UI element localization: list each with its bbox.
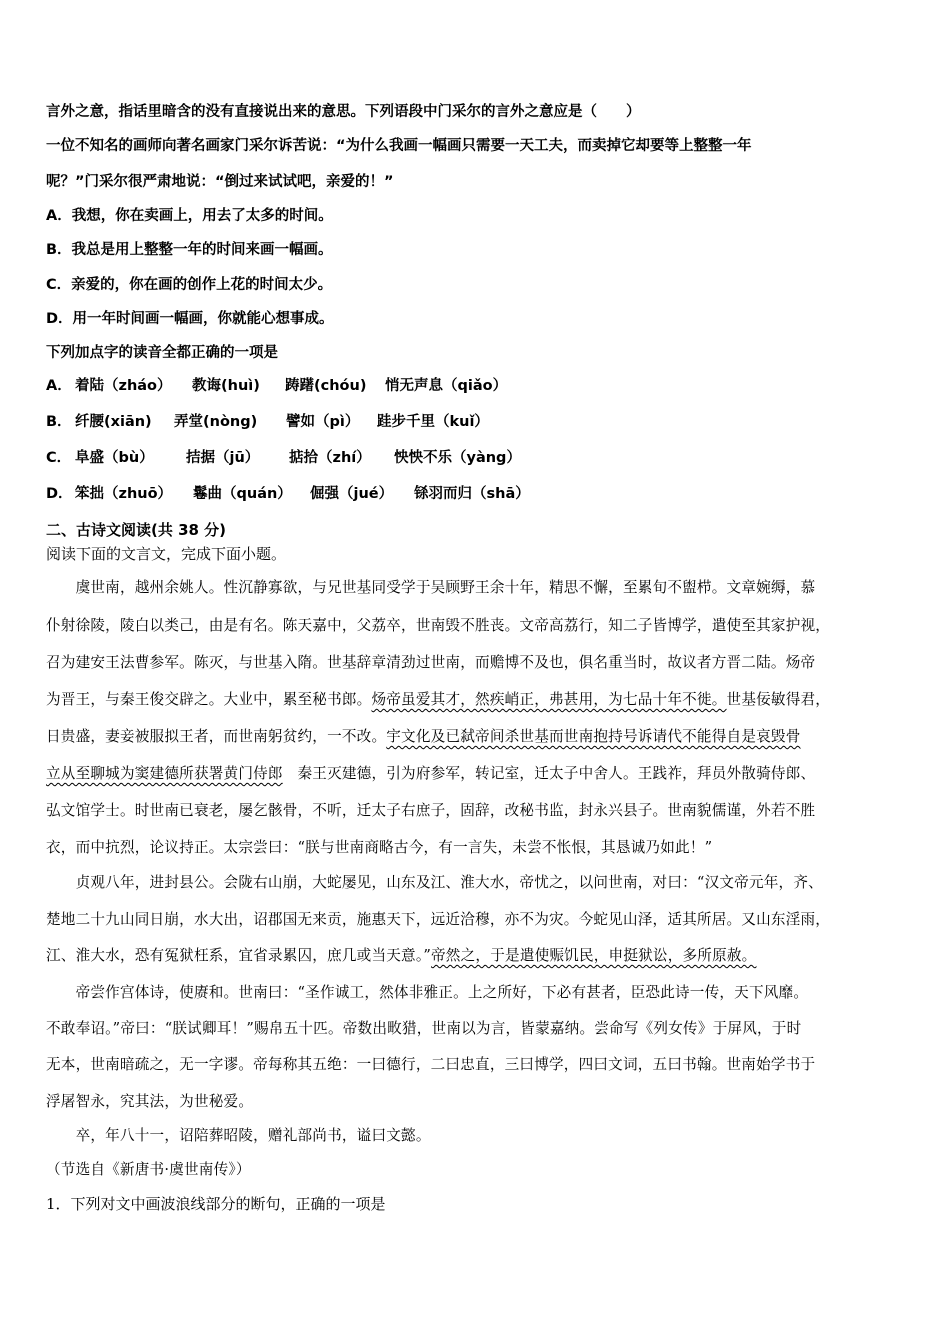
passage-text: 世基佞敏得君， <box>726 691 831 708</box>
passage-line <box>46 946 756 966</box>
passage-line: 无本，世南暗疏之，无一字谬。帝每称其五绝：一曰德行，二曰忠直，三曰博学，四曰文词，五曰书翰。世南始学书于 <box>46 1056 816 1073</box>
option-item: 怏怏不乐（yàng） <box>394 450 521 466</box>
passage-line: 衣，而中抗烈，论议持正。太宗尝曰：“朕与世南商略古今，有一言失，未尝不怅恨，其恳诚乃如此！” <box>46 839 713 856</box>
option-item: 鬈曲（quán） <box>193 486 292 502</box>
passage-line <box>46 764 815 784</box>
option-item: 纤腰(xiān) <box>75 414 152 430</box>
passage-text: 江、淮大水，恐有冤狱枉系，宜省录累囚，庶几或当天意。” <box>46 947 432 964</box>
passage-line: 召为建安王法曹参军。陈灭，与世基入隋。世基辞章清劲过世南，而赡博不及也，俱名重当时，故议者方晋二陆。炀帝 <box>46 654 816 671</box>
passage-line <box>46 727 801 747</box>
idiom-option-a: A．我想，你在卖画上，用去了太多的时间。 <box>46 208 333 224</box>
idiom-passage-line-1: 一位不知名的画师向著名画家门采尔诉苦说：“为什么我画一幅画只需要一天工夫，而卖掉它却要等上整整一年 <box>46 138 752 154</box>
passage-text: 为晋王，与秦王俊交辟之。大业中，累至秘书郎。 <box>46 691 372 708</box>
option-label: C． <box>46 450 72 466</box>
option-item: 弄堂(nòng) <box>174 414 258 430</box>
passage-line: 楚地二十九山同日崩，水大出，诏郡国无来贡，施惠天下，远近洽穆，亦不为灾。今蛇见山泽，适其所居。又山东淫雨， <box>46 911 831 928</box>
option-label: B． <box>46 414 72 430</box>
question-1-stem: 1．下列对文中画波浪线部分的断句，正确的一项是 <box>46 1195 386 1213</box>
underlined-sentence: 帝然之，于是遣使赈饥民，申挺狱讼，多所原赦。 <box>431 947 757 964</box>
option-item: 譬如（pì） <box>286 414 360 430</box>
pinyin-option-b <box>46 412 489 432</box>
idiom-option-d: D．用一年时间画一幅画，你就能心想事成。 <box>46 311 334 327</box>
passage-line: 贞观八年，进封县公。会陇右山崩，大蛇屡见，山东及江、淮大水，帝忧之，以问世南，对曰：“汉文帝元年，齐、 <box>46 874 823 891</box>
wavy-underlined-passage: 立从至聊城为窦建德所获署黄门侍郎 <box>46 765 283 782</box>
option-item: 笨拙（zhuō） <box>75 486 173 502</box>
idiom-question-stem: 言外之意，指话里暗含的没有直接说出来的意思。下列语段中门采尔的言外之意应是（ ） <box>46 104 641 120</box>
option-label: D． <box>46 486 73 502</box>
passage-line: 虞世南，越州余姚人。性沉静寡欲，与兄世基同受学于吴顾野王余十年，精思不懈，至累旬不盥栉。文章婉缛，慕 <box>46 579 816 596</box>
option-item: 拮据（jū） <box>186 450 260 466</box>
pinyin-option-c <box>46 448 521 468</box>
passage-text: 日贵盛，妻妾被服拟王者，而世南躬贫约，一不改。 <box>46 728 387 745</box>
option-label: A． <box>46 378 72 394</box>
passage-line <box>46 690 830 710</box>
option-item: 倔强（jué） <box>310 486 394 502</box>
passage-line: 卒，年八十一，诏陪葬昭陵，赠礼部尚书，谥曰文懿。 <box>46 1127 431 1144</box>
reading-instruction: 阅读下面的文言文，完成下面小题。 <box>46 545 287 563</box>
passage-line: 帝尝作宫体诗，使赓和。世南曰：“圣作诚工，然体非雅正。上之所好，下必有甚者，臣恐此诗一传，天下风靡。 <box>46 984 809 1001</box>
section-heading: 二、古诗文阅读(共 38 分) <box>46 521 227 539</box>
idiom-option-c: C．亲爱的，你在画的创作上花的时间太少。 <box>46 277 333 293</box>
option-item: 铩羽而归（shā） <box>414 486 530 502</box>
pinyin-option-a <box>46 376 507 396</box>
wavy-underlined-passage: 宇文化及已弑帝间杀世基而世南抱持号诉请代不能得自是哀毁骨 <box>386 728 801 745</box>
option-item: 教诲(huì) <box>192 378 260 394</box>
passage-line: 不敢奉诏。”帝曰：“朕试卿耳！”赐帛五十匹。帝数出畋猎，世南以为言，皆蒙嘉纳。尝命写《列女传》于屏风，于时 <box>46 1020 802 1037</box>
option-item: 阜盛（bù） <box>75 450 154 466</box>
source-citation: （节选自《新唐书·虞世南传》） <box>46 1161 251 1178</box>
option-item: 悄无声息（qiǎo） <box>385 378 508 394</box>
option-item: 掂拾（zhí） <box>289 450 371 466</box>
idiom-passage-line-2: 呢？”门采尔很严肃地说：“倒过来试试吧，亲爱的！” <box>46 174 394 190</box>
option-item: 跬步千里（kuǐ） <box>377 414 489 430</box>
pinyin-question-stem: 下列加点字的读音全都正确的一项是 <box>46 345 278 361</box>
passage-text: 秦王灭建德，引为府参军，转记室，迁太子中舍人。王践祚，拜员外散骑侍郎、 <box>282 765 816 782</box>
option-item: 着陆（zháo） <box>75 378 172 394</box>
idiom-option-b: B．我总是用上整整一年的时间来画一幅画。 <box>46 242 333 258</box>
passage-line: 弘文馆学士。时世南已衰老，屡乞骸骨，不听，迁太子右庶子，固辞，改秘书监，封永兴县子。世南貌儒谨，外若不胜 <box>46 802 816 819</box>
passage-line: 浮屠智永，究其法，为世秘爱。 <box>46 1093 254 1110</box>
underlined-sentence: 炀帝虽爱其才，然疾峭正，弗甚用，为七品十年不徙。 <box>371 691 727 708</box>
option-item: 踌躇(chóu) <box>285 378 367 394</box>
pinyin-option-d <box>46 484 530 504</box>
passage-line: 仆射徐陵，陵白以类己，由是有名。陈天嘉中，父荔卒，世南毁不胜丧。文帝高荔行，知二子皆博学，遣使至其家护视， <box>46 617 831 634</box>
